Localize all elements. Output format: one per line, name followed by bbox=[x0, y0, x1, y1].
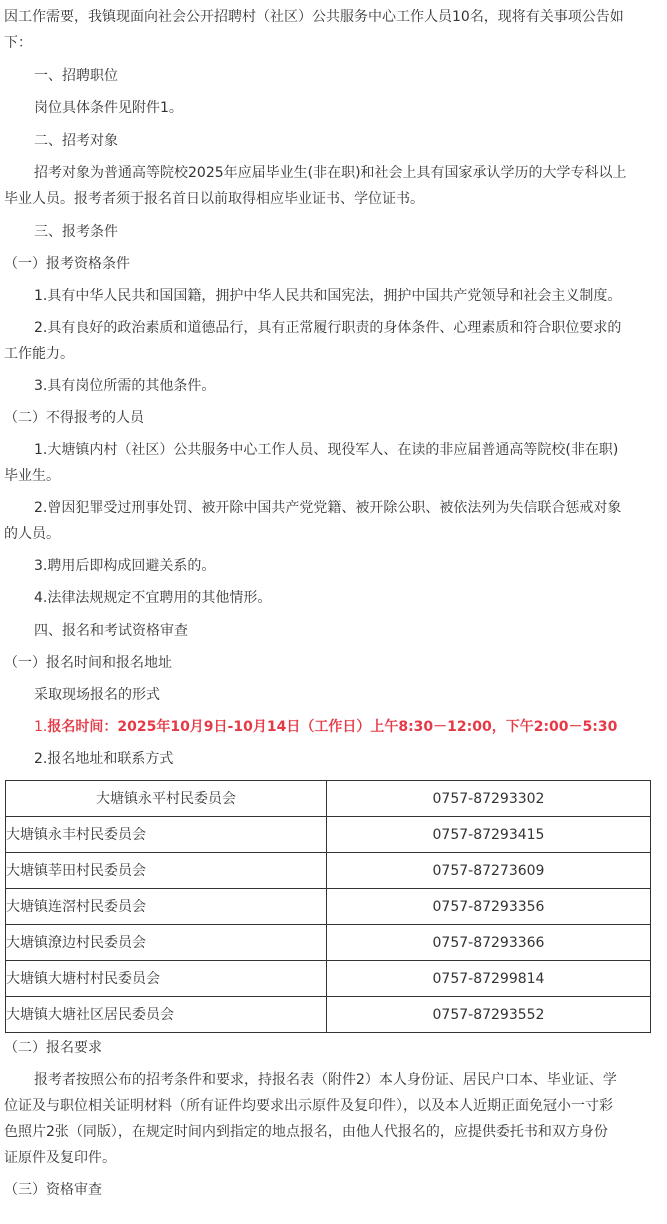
contact-name: 大塘镇潦边村民委员会 bbox=[6, 925, 327, 961]
table-row bbox=[6, 997, 651, 1033]
contact-phone: 0757-87293415 bbox=[327, 817, 651, 853]
requirement-line-2: 位证及与职位相关证明材料（所有证件均要求出示原件及复印件），以及本人近期正面免冠小一寸彩 bbox=[4, 1098, 613, 1114]
condition-item-1: 1.具有中华人民共和国国籍，拥护中华人民共和国宪法，拥护中国共产党领导和社会主义制度。 bbox=[34, 288, 622, 304]
contact-table bbox=[5, 780, 651, 1033]
exclusion-item-2-line-1: 2.曾因犯罪受过刑事处罚、被开除中国共产党党籍、被开除公职、被依法列为失信联合惩戒对象 bbox=[34, 500, 622, 516]
section-2-para-line-2: 毕业人员。报考者须于报名首日以前取得相应毕业证书、学位证书。 bbox=[4, 191, 424, 207]
contact-name: 大塘镇大塘社区居民委员会 bbox=[6, 997, 327, 1033]
registration-time-number: 1. bbox=[34, 719, 48, 735]
section-3-heading: 三、报考条件 bbox=[34, 224, 118, 240]
table-row bbox=[6, 889, 651, 925]
intro-line-2: 下： bbox=[4, 35, 32, 51]
section-2-para-line-1: 招考对象为普通高等院校2025年应届毕业生(非在职)和社会上具有国家承认学历的大学专科以上 bbox=[34, 165, 627, 181]
requirement-line-3: 色照片2张（同版），在规定时间内到指定的地点报名，由他人代报名的，应提供委托书和双方身份 bbox=[4, 1124, 608, 1140]
condition-item-3: 3.具有岗位所需的其他条件。 bbox=[34, 378, 216, 394]
section-2-heading: 二、招考对象 bbox=[34, 133, 118, 149]
exclusion-item-4: 4.法律法规规定不宜聘用的其他情形。 bbox=[34, 590, 272, 606]
table-row bbox=[6, 781, 651, 817]
section-1-heading: 一、招聘职位 bbox=[34, 68, 118, 84]
announcement-page bbox=[0, 4, 667, 1224]
contact-name: 大塘镇永丰村民委员会 bbox=[6, 817, 327, 853]
section-4-sub-3-heading: （三）资格审查 bbox=[4, 1182, 102, 1198]
requirement-line-1: 报考者按照公布的招考条件和要求，持报名表（附件2）本人身份证、居民户口本、毕业证、学 bbox=[34, 1072, 617, 1088]
requirement-line-4: 证原件及复印件。 bbox=[4, 1150, 116, 1166]
contact-phone: 0757-87293356 bbox=[327, 889, 651, 925]
contact-phone: 0757-87293552 bbox=[327, 997, 651, 1033]
contact-name: 大塘镇莘田村民委员会 bbox=[6, 853, 327, 889]
condition-item-2-line-1: 2.具有良好的政治素质和道德品行，具有正常履行职责的身体条件、心理素质和符合职位要求的 bbox=[34, 320, 622, 336]
table-row bbox=[6, 925, 651, 961]
contact-phone: 0757-87273609 bbox=[327, 853, 651, 889]
exclusion-item-1-line-1: 1.大塘镇内村（社区）公共服务中心工作人员、现役军人、在读的非应届普通高等院校(非在职) bbox=[34, 442, 619, 458]
contact-name: 大塘镇连滘村民委员会 bbox=[6, 889, 327, 925]
contact-name: 大塘镇大塘村村民委员会 bbox=[6, 961, 327, 997]
section-4-heading: 四、报名和考试资格审查 bbox=[34, 623, 188, 639]
contact-phone: 0757-87293366 bbox=[327, 925, 651, 961]
contact-name: 大塘镇永平村民委员会 bbox=[6, 781, 327, 817]
section-4-sub-1-heading: （一）报名时间和报名地址 bbox=[4, 655, 172, 671]
section-1-text: 岗位具体条件见附件1。 bbox=[34, 100, 183, 116]
section-4-sub-2-heading: （二）报名要求 bbox=[4, 1040, 102, 1056]
registration-form-text: 采取现场报名的形式 bbox=[34, 687, 160, 703]
registration-time-text: 报名时间：2025年10月9日-10月14日（工作日）上午8:30－12:00，下午2:00－5:30 bbox=[47, 719, 618, 735]
exclusion-item-1-line-2: 毕业生。 bbox=[4, 468, 60, 484]
section-3-sub-1-heading: （一）报考资格条件 bbox=[4, 256, 130, 272]
table-row bbox=[6, 961, 651, 997]
contact-phone: 0757-87299814 bbox=[327, 961, 651, 997]
exclusion-item-3: 3.聘用后即构成回避关系的。 bbox=[34, 558, 216, 574]
registration-address-label: 2.报名地址和联系方式 bbox=[34, 751, 174, 767]
registration-time bbox=[0, 714, 667, 740]
section-3-sub-2-heading: （二）不得报考的人员 bbox=[4, 410, 144, 426]
table-row bbox=[6, 853, 651, 889]
table-row bbox=[6, 817, 651, 853]
exclusion-item-2-line-2: 的人员。 bbox=[4, 526, 60, 542]
condition-item-2-line-2: 工作能力。 bbox=[4, 346, 74, 362]
contact-phone: 0757-87293302 bbox=[327, 781, 651, 817]
intro-line-1: 因工作需要，我镇现面向社会公开招聘村（社区）公共服务中心工作人员10名，现将有关事项公告如 bbox=[4, 9, 624, 25]
